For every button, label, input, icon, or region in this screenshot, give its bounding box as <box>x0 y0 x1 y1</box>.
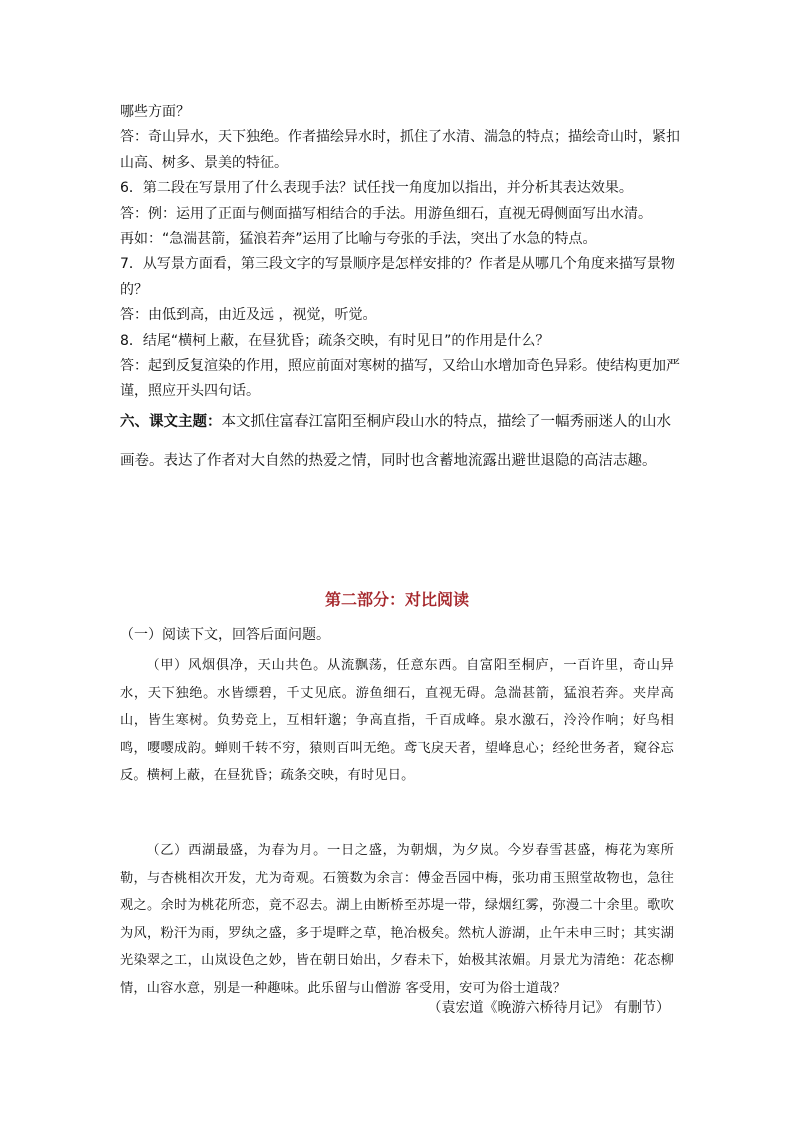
qa-line: 答：奇山异水，天下独绝。作者描绘异水时，抓住了水清、湍急的特点；描绘奇山时，紧扣山高、树多、景美的特征。 <box>120 129 680 171</box>
qa-line: 答：起到反复渲染的作用，照应前面对寒树的描写，又给山水增加奇色异彩。使结构更加严谨，照应开头四句话。 <box>120 358 680 400</box>
passage-jia: （甲）风烟俱净，天山共色。从流飘荡，任意东西。自富阳至桐庐，一百许里，奇山异水，天下独绝。水皆缥碧，千丈见底。游鱼细石，直视无碍。急湍甚箭，猛浪若奔。夹岸高山，皆生寒树。负势竞上，互相轩邈；争高直指，千百成峰。泉水激石，泠泠作响；好鸟相鸣，嘤嘤成韵。蝉则千转不穷，猿则百叫无绝。鸢飞戾天者，望峰息心；经纶世务者，窥谷忘反。横柯上蔽，在昼犹昏；疏条交映，有时见日。 <box>120 658 674 784</box>
section-title: 第二部分：对比阅读 <box>324 590 469 609</box>
passage-yi: （乙）西湖最盛，为春为月。一日之盛，为朝烟，为夕岚。今岁春雪甚盛，梅花为寒所勒，与杏桃相次开发，尤为奇观。石篑数为余言：傅金吾园中梅，张功甫玉照堂故物也，急往观之。余时为桃花所恋，竟不忍去。湖上由断桥至苏堤一带，绿烟红雾，弥漫二十余里。歌吹为风，粉汗为雨，罗纨之盛，多于堤畔之草，艳冶极矣。然杭人游湖，止午未申三时；其实湖光染翠之工，山岚设色之妙，皆在朝日始出，夕舂未下，始极其浓媚。月景尤为清绝：花态柳情，山容水意，别是一种趣味。此乐留与山僧游 客受用，安可为俗士道哉？ <box>120 843 674 996</box>
qa-line: 答：由低到高，由近及远 ，视觉，听觉。 <box>120 307 377 324</box>
reading-instructions: （一）阅读下文，回答后面问题。 <box>120 627 330 643</box>
qa-line: 答：例：运用了正面与侧面描写相结合的手法。用游鱼细石，直视无碍侧面写出水清。 <box>120 205 652 222</box>
source-citation: （袁宏道《晚游六桥待月记》 有删节） <box>427 1000 670 1016</box>
theme-label: 六、课文主题： <box>120 414 222 430</box>
qa-line: 7．从写景方面看，第三段文字的写景顺序是怎样安排的？作者是从哪几个角度来描写景物的？ <box>120 256 675 298</box>
text-theme-paragraph <box>120 403 680 480</box>
qa-answers-block <box>120 100 680 405</box>
qa-line: 8．结尾“横柯上蔽，在昼犹昏；疏条交映，有时见日”的作用是什么？ <box>120 332 550 349</box>
qa-line: 哪些方面？ <box>120 104 190 120</box>
qa-line: 6．第二段在写景用了什么表现手法？试任找一角度加以指出，并分析其表达效果。 <box>120 180 633 197</box>
qa-line: 再如：“急湍甚箭，猛浪若奔”运用了比喻与夸张的手法，突出了水急的特点。 <box>120 231 597 248</box>
theme-text: 本文抓住富春江富阳至桐庐段山水的特点，描绘了一幅秀丽迷人的山水画卷。表达了作者对大自然的热爱之情，同时也含蓄地流露出避世退隐的高洁志趣。 <box>120 414 671 469</box>
